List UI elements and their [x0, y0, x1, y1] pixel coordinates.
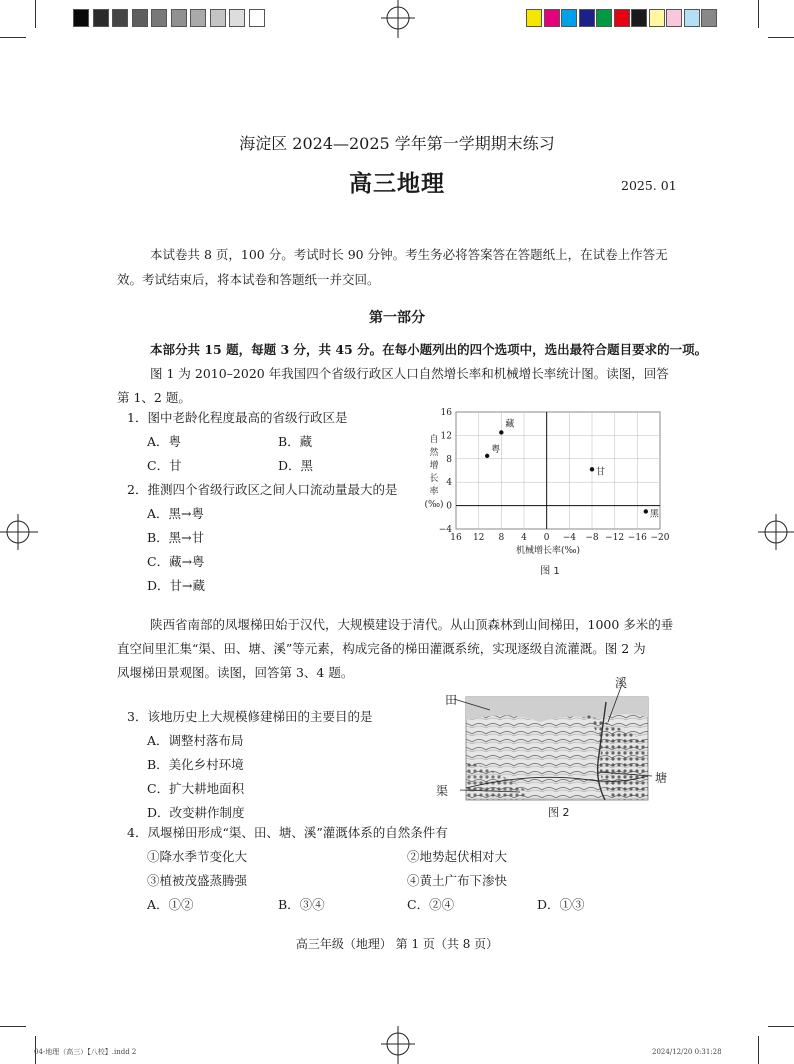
data-point-label: 黑 — [649, 509, 659, 520]
question-4-option-b: B．③④ — [278, 897, 325, 912]
y-tick-label: 0 — [446, 501, 452, 512]
x-tick-label: 8 — [498, 533, 505, 543]
exam-title: 海淀区 2024—2025 学年第一学期期末练习 — [239, 134, 555, 153]
gray-swatch — [73, 9, 89, 27]
crop-mark — [768, 1026, 794, 1027]
x-tick-label: 4 — [521, 533, 527, 543]
x-tick-label: −8 — [585, 533, 599, 543]
question-3-option-a: A．调整村落布局 — [147, 733, 244, 748]
data-point — [499, 430, 503, 434]
figure-2-label-xi: 溪 — [615, 676, 628, 690]
question-4-statement-4: ④黄土广布下渗快 — [407, 873, 508, 888]
figure-2-label-qu: 渠 — [436, 784, 449, 798]
crop-mark — [35, 0, 36, 28]
x-tick-label: 0 — [543, 533, 550, 543]
question-4-option-c: C．②④ — [407, 897, 455, 912]
chart-frame — [456, 412, 660, 529]
crop-mark — [758, 0, 759, 28]
gray-swatch — [93, 9, 109, 27]
question-4-option-d: D．①③ — [537, 897, 585, 912]
context1-line-1: 图 1 为 2010–2020 年我国四个省级行政区人口自然增长率和机械增长率统计图。读图，回答 — [150, 366, 669, 381]
figure-2-label-tian: 田 — [445, 693, 458, 707]
intro-line-1: 本试卷共 8 页，100 分。考试时长 90 分钟。考生务必将答案答在答题纸上，在试卷上作答无 — [150, 247, 668, 262]
data-point-label: 藏 — [505, 419, 515, 430]
question-4-statement-2: ②地势起伏相对大 — [407, 849, 508, 864]
question-1-stem: 1．图中老龄化程度最高的省级行政区是 — [127, 410, 348, 425]
registration-mark-right — [756, 512, 794, 552]
question-1-option-b: B．藏 — [278, 434, 313, 449]
question-2-stem: 2．推测四个省级行政区之间人口流动量最大的是 — [127, 482, 398, 497]
data-point — [590, 467, 594, 471]
exam-date: 2025. 01 — [621, 178, 677, 193]
gray-swatch — [112, 9, 128, 27]
color-swatch — [526, 9, 542, 27]
y-tick-label: 4 — [446, 478, 452, 489]
question-3-option-c: C．扩大耕地面积 — [147, 781, 245, 796]
gray-swatch — [229, 9, 245, 27]
context1-line-2: 第 1、2 题。 — [117, 390, 191, 405]
color-swatch — [649, 9, 665, 27]
registration-mark-left — [0, 512, 40, 552]
y-axis-label: (‰) — [424, 500, 444, 510]
question-3-option-d: D．改变耕作制度 — [147, 805, 245, 820]
question-3-stem: 3．该地历史上大规模修建梯田的主要目的是 — [127, 709, 373, 724]
y-axis-label: 自 — [429, 435, 439, 445]
x-tick-label: −20 — [650, 533, 670, 543]
question-2-option-c: C．藏→粤 — [147, 554, 205, 569]
question-2-option-a: A．黑→粤 — [147, 506, 205, 521]
intro-line-2: 效。考试结束后，将本试卷和答题纸一并交回。 — [117, 272, 380, 287]
registration-mark-bottom — [378, 1026, 418, 1064]
question-4-option-a: A．①② — [147, 897, 194, 912]
question-1-option-d: D．黑 — [278, 458, 314, 473]
crop-mark — [758, 1036, 759, 1064]
x-tick-label: 16 — [450, 533, 462, 543]
data-point-label: 甘 — [596, 467, 606, 478]
x-tick-label: −16 — [627, 533, 647, 543]
crop-mark — [0, 1026, 26, 1027]
context2-line-2: 直空间里汇集“渠、田、塘、溪”等元素，构成完备的梯田灌溉系统，实现逐级自流灌溉。图 2 为 — [117, 641, 646, 656]
file-slug: 04-地理（高三）【八校】.indd 2 — [34, 1048, 137, 1056]
registration-mark-top — [378, 0, 418, 40]
y-tick-label: 16 — [440, 408, 452, 418]
question-4-statement-1: ①降水季节变化大 — [147, 849, 248, 864]
data-point-label: 粤 — [491, 444, 501, 455]
x-tick-label: 12 — [472, 533, 485, 543]
question-3-option-b: B．美化乡村环境 — [147, 757, 244, 772]
y-axis-label: 然 — [429, 448, 439, 458]
gray-swatch — [171, 9, 187, 27]
question-4-stem: 4．凤堰梯田形成“渠、田、塘、溪”灌溉体系的自然条件有 — [127, 825, 448, 840]
figure-2-caption: 图 2 — [548, 806, 570, 819]
x-tick-label: −4 — [562, 533, 576, 543]
gray-swatch — [249, 9, 265, 27]
color-swatch — [561, 9, 577, 27]
y-axis-label: 长 — [429, 474, 439, 484]
question-1-option-a: A．粤 — [147, 434, 182, 449]
y-axis-label: 率 — [429, 487, 439, 497]
figure-2-terrace-landscape — [430, 672, 670, 820]
figure-2-label-tang: 塘 — [655, 771, 668, 785]
color-swatch — [684, 9, 700, 27]
question-1-option-c: C．甘 — [147, 458, 182, 473]
figure-1-caption: 图 1 — [540, 566, 560, 577]
y-tick-label: 12 — [440, 431, 452, 442]
part-title: 第一部分 — [369, 310, 425, 326]
question-2-option-b: B．黑→甘 — [147, 530, 205, 545]
color-swatch — [579, 9, 595, 27]
y-axis-label: 增 — [429, 461, 439, 471]
color-swatch — [614, 9, 630, 27]
color-swatch — [544, 9, 560, 27]
question-2-option-d: D．甘→藏 — [147, 578, 205, 593]
context2-line-3: 凤堰梯田景观图。读图，回答第 3、4 题。 — [117, 665, 354, 680]
data-point — [485, 454, 489, 458]
y-tick-label: 8 — [446, 454, 452, 465]
crop-mark — [768, 37, 794, 38]
gray-swatch — [151, 9, 167, 27]
gray-swatch — [210, 9, 226, 27]
figure-1-scatter-chart — [420, 402, 680, 584]
data-point — [644, 509, 648, 513]
print-timestamp: 2024/12/20 0:31:28 — [652, 1048, 722, 1056]
x-tick-label: −12 — [605, 533, 625, 543]
color-swatch — [631, 9, 647, 27]
gray-swatch — [190, 9, 206, 27]
y-tick-label: −4 — [438, 525, 452, 535]
context2-line-1: 陕西省南部的凤堰梯田始于汉代，大规模建设于清代。从山顶森林到山间梯田，1000 多米的垂 — [150, 617, 674, 632]
part-instruction: 本部分共 15 题，每题 3 分，共 45 分。在每小题列出的四个选项中，选出最符合题目要求的一项。 — [150, 342, 708, 357]
color-swatch — [666, 9, 682, 27]
subject-title: 高三地理 — [349, 170, 445, 197]
page-footer: 高三年级（地理） 第 1 页（共 8 页） — [295, 937, 499, 951]
question-4-statement-3: ③植被茂盛蒸腾强 — [147, 873, 248, 888]
crop-mark — [0, 37, 26, 38]
x-axis-label: 机械增长率(‰) — [515, 546, 581, 556]
color-swatch — [596, 9, 612, 27]
color-swatch — [701, 9, 717, 27]
gray-swatch — [132, 9, 148, 27]
